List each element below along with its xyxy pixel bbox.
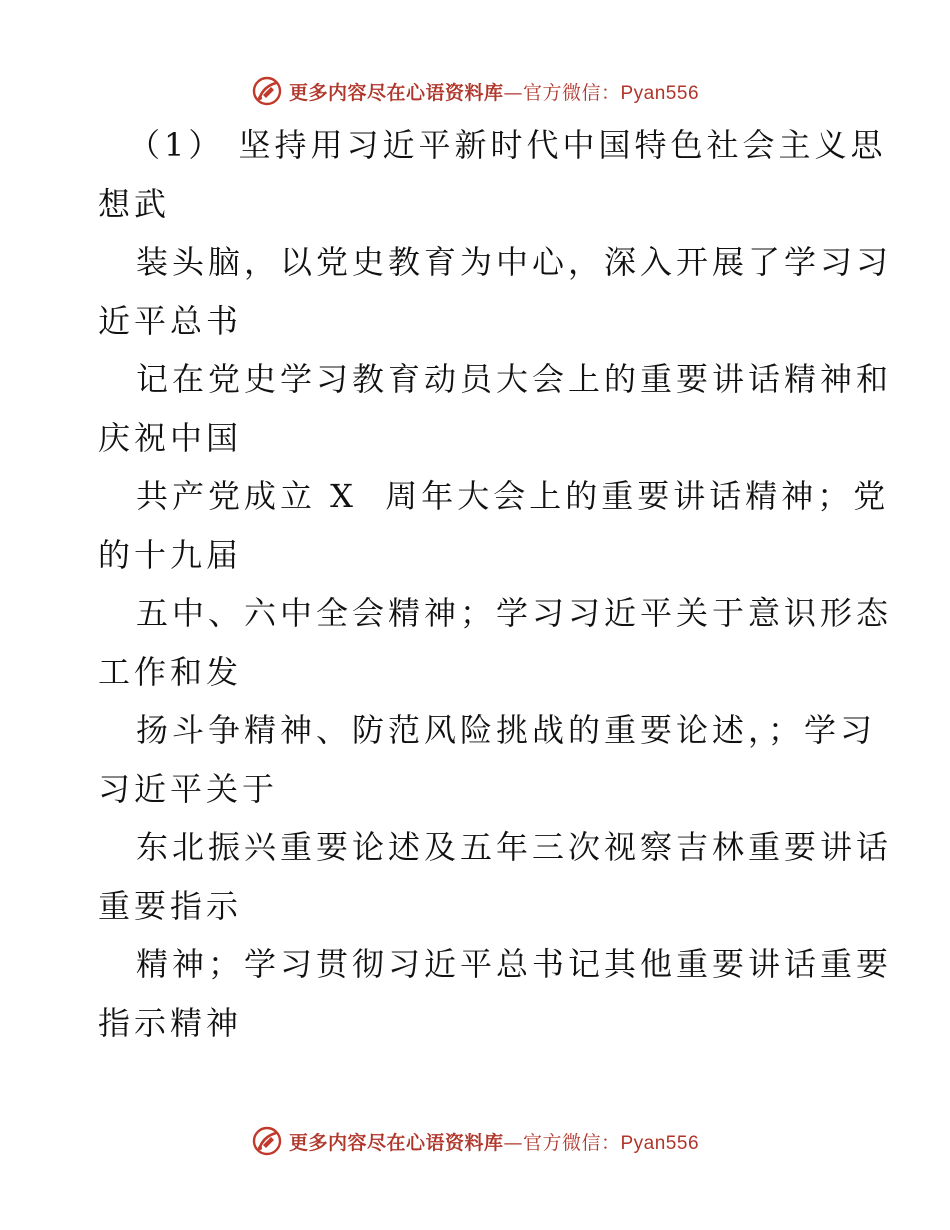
footer-banner-text: [289, 1128, 699, 1155]
document-body: [98, 116, 893, 1052]
footer-banner-lead: 更多内容尽在心语资料库: [288, 1131, 504, 1154]
body-line: 的十九届: [98, 535, 243, 574]
footer-banner: [0, 1124, 950, 1158]
body-line: 想武: [98, 184, 171, 223]
header-banner-lead: 更多内容尽在心语资料库: [288, 81, 504, 104]
body-line: 精神；学习贯彻习近平总书记其他重要讲话重要: [136, 945, 893, 983]
body-line: 庆祝中国: [98, 418, 243, 457]
footer-banner-source: 官方微信：: [522, 1131, 621, 1154]
header-banner-source: 官方微信：: [522, 81, 621, 104]
body-line: 重要指示: [98, 886, 243, 925]
body-line: 扬斗争精神、防范风险挑战的重要论述，；学习: [136, 711, 877, 749]
footer-banner-id: Pyan556: [620, 1132, 700, 1154]
body-line: 五中、六中全会精神；学习习近平关于意识形态: [136, 594, 893, 632]
body-line: 工作和发: [98, 652, 243, 691]
body-line: 指示精神: [98, 1003, 243, 1042]
header-banner: [0, 74, 950, 108]
body-line: 记在党史学习教育动员大会上的重要讲话精神和: [136, 360, 893, 398]
header-banner-dash: —: [503, 81, 523, 104]
body-line: 东北振兴重要论述及五年三次视察吉林重要讲话: [136, 828, 893, 866]
body-line: 习近平关于: [98, 769, 279, 808]
brand-logo-icon: [251, 1125, 283, 1157]
footer-banner-dash: —: [503, 1131, 523, 1154]
body-line: 共产党成立 X 周年大会上的重要讲话精神；党: [136, 477, 890, 515]
header-banner-id: Pyan556: [620, 82, 700, 104]
body-line: 装头脑，以党史教育为中心，深入开展了学习习: [136, 243, 893, 281]
brand-logo-icon: [251, 75, 283, 107]
header-banner-text: [289, 78, 699, 105]
body-line: （1） 坚持用习近平新时代中国特色社会主义思: [128, 126, 887, 164]
body-line: 近平总书: [98, 301, 243, 340]
